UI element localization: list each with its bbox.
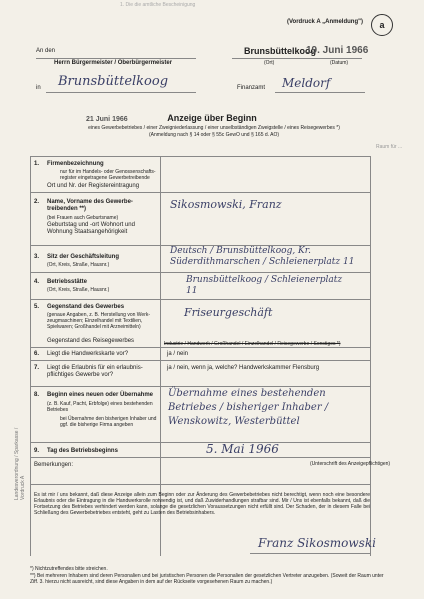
row-4-value: Brunsbüttelkoog / Schleienerplatz 11: [186, 275, 343, 296]
row-2-value: Sikosmowski, Franz: [170, 198, 282, 211]
finanzamt-label: Finanzamt: [237, 85, 266, 91]
row-8-value: Übernahme eines bestehenden Betriebes / bisheriger Inhaber / Wenskowitz, Westerbüttel: [168, 388, 329, 427]
row-2-sub2: Geburtstag und -ort Wohnort und Wohnung Staatsangehörigkeit: [47, 222, 135, 235]
row-5-sub2: Gegenstand des Reisegewerbes: [47, 338, 135, 344]
addressee: Herrn Bürgermeister / Oberbürgermeister: [54, 60, 173, 66]
hand-finanzamt: Meldorf: [282, 76, 331, 90]
row-6-value: ja / nein: [167, 351, 189, 357]
form-label: (Vordruck A „Anmeldung"): [287, 19, 363, 25]
row-8-sub2: bei Übernahme den bisherigen Inhaber und ggf. die bisherige Firma angeben: [60, 416, 157, 428]
row-1-sub2: Ort und Nr. der Registereintragung: [47, 183, 140, 189]
row-6-options: Industrie / Handwerk / Großhandel / Einzelhandel / Reisegewerbe / Sonstiges *): [164, 341, 341, 347]
row-3-sub: (Ort, Kreis, Straße, Hausnr.): [47, 262, 110, 268]
row-3-label: Sitz der Geschäftsleitung: [47, 254, 120, 260]
row-1-label: Firmenbezeichnung: [47, 161, 104, 167]
row-2-num: 2.: [34, 199, 40, 205]
signature-sub: (Unterschrift des Anzeigepflichtigen): [310, 461, 391, 467]
side-note: Raum für ...: [376, 144, 403, 150]
printer-imprint: Landesverordnung / Sparkasse / Vordruck A: [14, 427, 26, 500]
row-2-label: Name, Vorname des Gewerbe-treibenden **): [47, 199, 133, 212]
form-badge: a: [371, 14, 393, 36]
row-1-sub: nur für im Handels- oder Genossenschafts-register eingetragene Gewerbetreibende: [60, 169, 156, 181]
row-1-num: 1.: [34, 161, 40, 167]
faint-header: 1. Die die amtliche Bescheinigung: [120, 2, 196, 8]
date-stamp: 19. Juni 1966: [306, 45, 369, 56]
row-8-label: Beginn eines neuen oder Übernahme: [47, 392, 154, 398]
row-2-sub: (bei Frauen auch Geburtsname): [47, 215, 119, 221]
footnote-2: **) Bei mehreren Inhabern sind deren Personalien und bei juristischen Personen die Personalien der gesetzlichen Vertreter anzugeben. (Soweit der Raum unter Ziff. 3. hierzu nicht ausreicht, sind diese Angaben in dem auf der Rückseite vorgesehenen Raum zu machen.): [30, 573, 384, 585]
row-6-label: Liegt die Handwerkskarte vor?: [47, 351, 129, 357]
row-9-value: 5. Mai 1966: [206, 442, 279, 456]
row-7-value: ja / nein, wenn ja, welche? Handwerkskammer Flensburg: [167, 365, 320, 371]
row-8-sub: (z. B. Kauf, Pacht, Erbfolge) eines bestehenden Betriebes: [47, 401, 153, 413]
row-5-sub: (genaue Angaben, z. B. Herstellung von Werk-zeugmaschinen; Einzelhandel mit Textilien, Spielwaren; Großhandel mit Arzneimitteln): [47, 312, 151, 330]
place: Brunsbüttelkoog: [244, 46, 316, 56]
form-title: Anzeige über Beginn: [167, 113, 257, 123]
row-9-num: 9.: [34, 448, 40, 454]
row-7-label: Liegt die Erlaubnis für ein erlaubnis-pflichtiges Gewerbe vor?: [47, 365, 143, 378]
place-sub: (Ort): [264, 60, 275, 66]
row-4-label: Betriebsstätte: [47, 279, 88, 285]
row-3-value: Deutsch / Brunsbüttelkoog, Kr. Süderdithmarschen / Schleienerplatz 11: [170, 246, 355, 267]
received-stamp: 21 Juni 1966: [86, 116, 128, 123]
row-5-value: Friseurgeschäft: [184, 306, 273, 319]
row-4-sub: (Ort, Kreis, Straße, Hausnr.): [47, 287, 110, 293]
remarks-label: Bemerkungen:: [34, 462, 74, 468]
an-den-label: An den: [36, 48, 56, 54]
row-5-num: 5.: [34, 304, 40, 310]
footnote-1: *) Nichtzutreffendes bitte streichen.: [30, 566, 108, 572]
hand-in-place: Brunsbüttelkoog: [58, 74, 169, 89]
row-5-label: Gegenstand des Gewerbes: [47, 304, 125, 310]
signature: Franz Sikosmowski: [258, 536, 376, 550]
row-4-num: 4.: [34, 279, 40, 285]
notice-text: Es ist mir / uns bekannt, daß diese Anzeige allein zum Beginn oder zur Änderung des Gewerbebetriebes nicht berechtigt, wenn noch eine besondere Erlaubnis oder die Eintragung in die Handwerksrolle notwendig ist, und daß Zuwiderhandlungen strafbar sind. Mir / Uns ist ebenfalls bekannt, daß die Fortsetzung des Betriebes verhindert werden kann, solange die gesetzlichen Voraussetzungen nicht erfüllt sind. Der Schaden, der in diesem Falle bei Schließung des Gewerbebetriebes entsteht, geht zu Lasten des Betriebsinhabers.: [34, 492, 370, 516]
row-8-num: 8.: [34, 392, 40, 398]
form-subtitle: eines Gewerbebetriebes / einer Zweigniederlassung / einer unselbständigen Zweigstelle / eines Reisegewerbes *): [88, 125, 340, 131]
row-3-num: 3.: [34, 254, 40, 260]
date-sub: (Datum): [330, 60, 349, 66]
row-7-num: 7.: [34, 365, 40, 371]
form-subtitle-2: (Anmeldung nach § 14 oder § 55c GewO und § 165 d. AO): [148, 132, 280, 138]
row-9-label: Tag des Betriebsbeginns: [47, 448, 118, 454]
row-6-num: 6.: [34, 351, 40, 357]
in-label: in: [36, 85, 41, 91]
